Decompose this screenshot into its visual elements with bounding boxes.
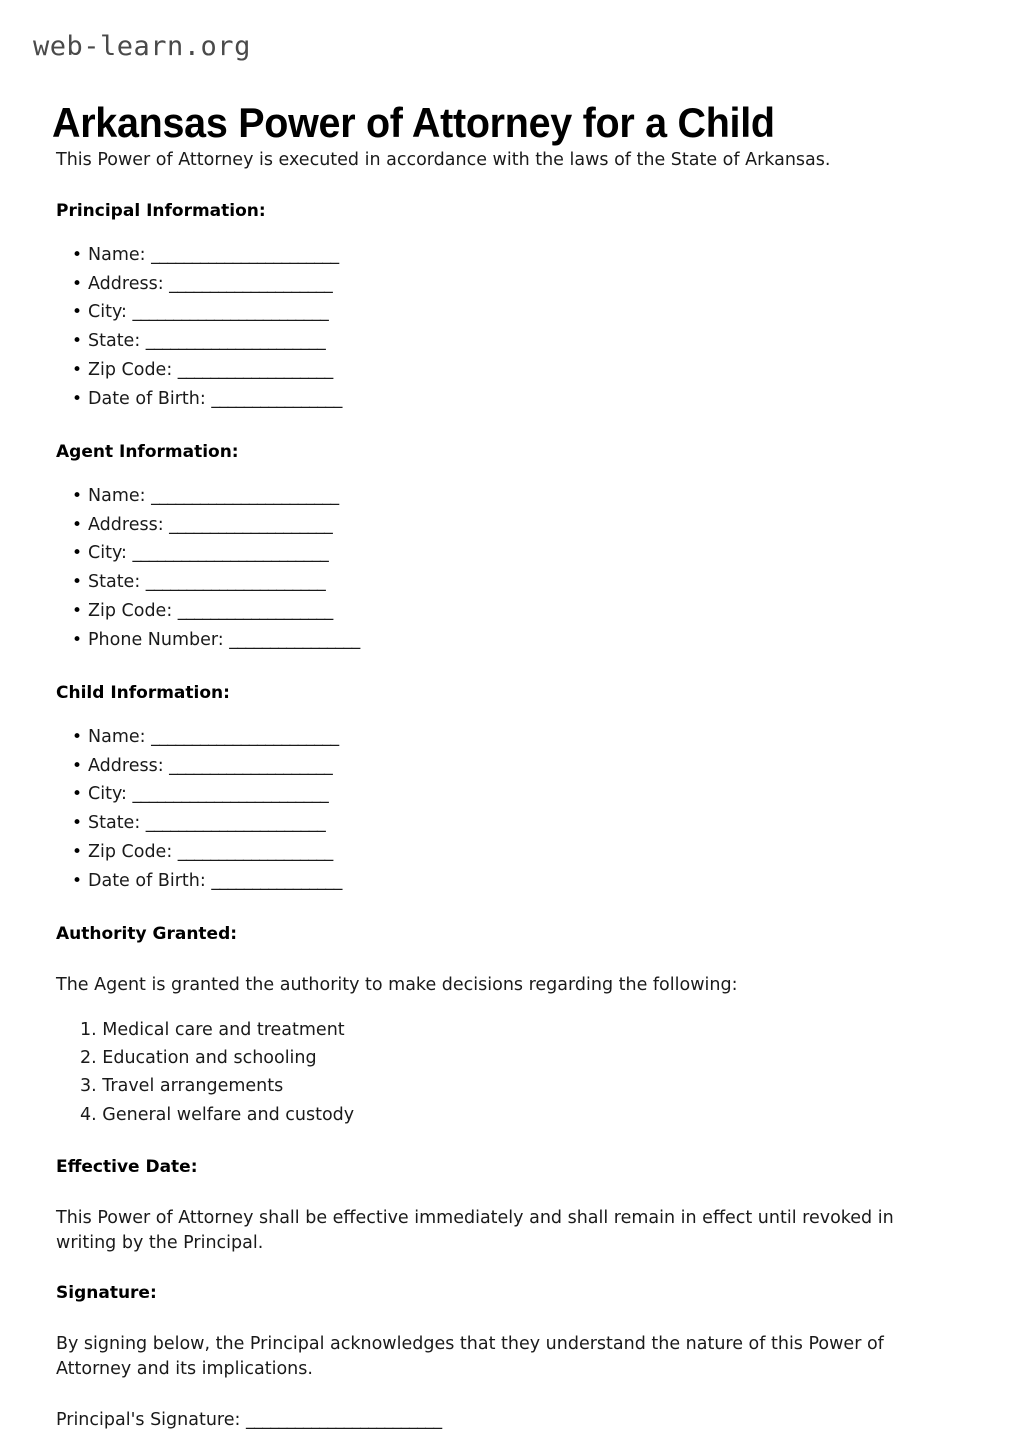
heading-principal-information: Principal Information: <box>56 200 266 221</box>
field-agent-city <box>88 539 1025 568</box>
field-blank[interactable]: _______________________ <box>151 485 339 506</box>
field-blank[interactable]: ____________________ <box>169 514 333 535</box>
field-child-name <box>88 723 1025 752</box>
field-principal-name <box>88 241 1025 270</box>
document-body <box>0 130 1025 1433</box>
field-blank[interactable]: ______________________ <box>145 813 326 834</box>
field-blank[interactable]: ____________________ <box>169 755 333 776</box>
field-blank[interactable]: ______________________ <box>145 572 326 593</box>
authority-item-4: General welfare and custody <box>102 1104 355 1125</box>
field-child-address <box>88 752 1025 781</box>
field-blank[interactable]: _______________________ <box>151 726 339 747</box>
page-title: Arkansas Power of Attorney for a Child <box>52 99 775 147</box>
field-agent-name <box>88 482 1025 511</box>
field-label: Zip Code: <box>88 842 173 863</box>
signature-blank[interactable]: ________________________ <box>245 1409 442 1430</box>
principal-signature-line <box>0 1408 1025 1433</box>
field-principal-state <box>88 327 1025 356</box>
intro-paragraph: This Power of Attorney is executed in accordance with the laws of the State of Arkansas. <box>56 150 831 170</box>
authority-item-1: Medical care and treatment <box>102 1019 345 1040</box>
field-blank[interactable]: ________________ <box>229 630 360 651</box>
field-blank[interactable]: _______________________ <box>151 244 339 265</box>
authority-item-list <box>0 1016 1025 1129</box>
field-agent-state <box>88 568 1025 597</box>
effective-date-paragraph: This Power of Attorney shall be effective immediately and shall remain in effect until revoked in writing by the Principal. <box>56 1207 894 1253</box>
field-label: State: <box>88 331 141 352</box>
field-principal-address <box>88 270 1025 299</box>
field-blank[interactable]: ___________________ <box>177 360 333 381</box>
field-blank[interactable]: ________________ <box>211 389 342 410</box>
field-label: Zip Code: <box>88 601 173 622</box>
authority-intro-paragraph: The Agent is granted the authority to make decisions regarding the following: <box>56 974 738 995</box>
field-label: Zip Code: <box>88 360 173 381</box>
principal-field-list <box>0 241 1025 414</box>
authority-item-3: Travel arrangements <box>102 1076 284 1097</box>
field-blank[interactable]: ____________________ <box>169 273 333 294</box>
field-label: Name: <box>88 726 146 747</box>
heading-child-information: Child Information: <box>56 682 230 703</box>
field-agent-phone-number <box>88 626 1025 655</box>
field-child-date-of-birth <box>88 867 1025 896</box>
heading-authority-granted: Authority Granted: <box>56 923 238 944</box>
field-label: City: <box>88 302 127 323</box>
field-blank[interactable]: ________________________ <box>132 543 329 564</box>
field-blank[interactable]: ______________________ <box>145 331 326 352</box>
child-field-list <box>0 723 1025 896</box>
field-blank[interactable]: ________________ <box>211 871 342 892</box>
agent-field-list <box>0 482 1025 655</box>
field-principal-zip-code <box>88 356 1025 385</box>
field-agent-address <box>88 511 1025 540</box>
field-label: Date of Birth: <box>88 871 206 892</box>
field-blank[interactable]: ________________________ <box>132 784 329 805</box>
field-label: Address: <box>88 755 164 776</box>
field-agent-zip-code <box>88 597 1025 626</box>
field-child-zip-code <box>88 838 1025 867</box>
field-label: City: <box>88 543 127 564</box>
heading-signature: Signature: <box>56 1283 157 1304</box>
heading-effective-date: Effective Date: <box>56 1157 198 1177</box>
field-label: Phone Number: <box>88 630 224 651</box>
field-label: Date of Birth: <box>88 389 206 410</box>
field-label: Name: <box>88 485 146 506</box>
field-principal-city <box>88 298 1025 327</box>
field-label: City: <box>88 784 127 805</box>
signature-label: Principal's Signature: <box>56 1409 241 1430</box>
field-child-city <box>88 780 1025 809</box>
authority-item-2: Education and schooling <box>102 1047 317 1068</box>
field-blank[interactable]: ___________________ <box>177 601 333 622</box>
field-label: Address: <box>88 514 164 535</box>
field-label: Address: <box>88 273 164 294</box>
field-child-state <box>88 809 1025 838</box>
signature-paragraph: By signing below, the Principal acknowledges that they understand the nature of this Power of Attorney and its implications. <box>56 1334 884 1380</box>
heading-agent-information: Agent Information: <box>56 441 239 462</box>
field-blank[interactable]: ___________________ <box>177 842 333 863</box>
field-blank[interactable]: ________________________ <box>132 302 329 323</box>
site-brand: web-learn.org <box>33 31 251 62</box>
field-label: State: <box>88 572 141 593</box>
field-principal-date-of-birth <box>88 385 1025 414</box>
field-label: Name: <box>88 244 146 265</box>
field-label: State: <box>88 813 141 834</box>
